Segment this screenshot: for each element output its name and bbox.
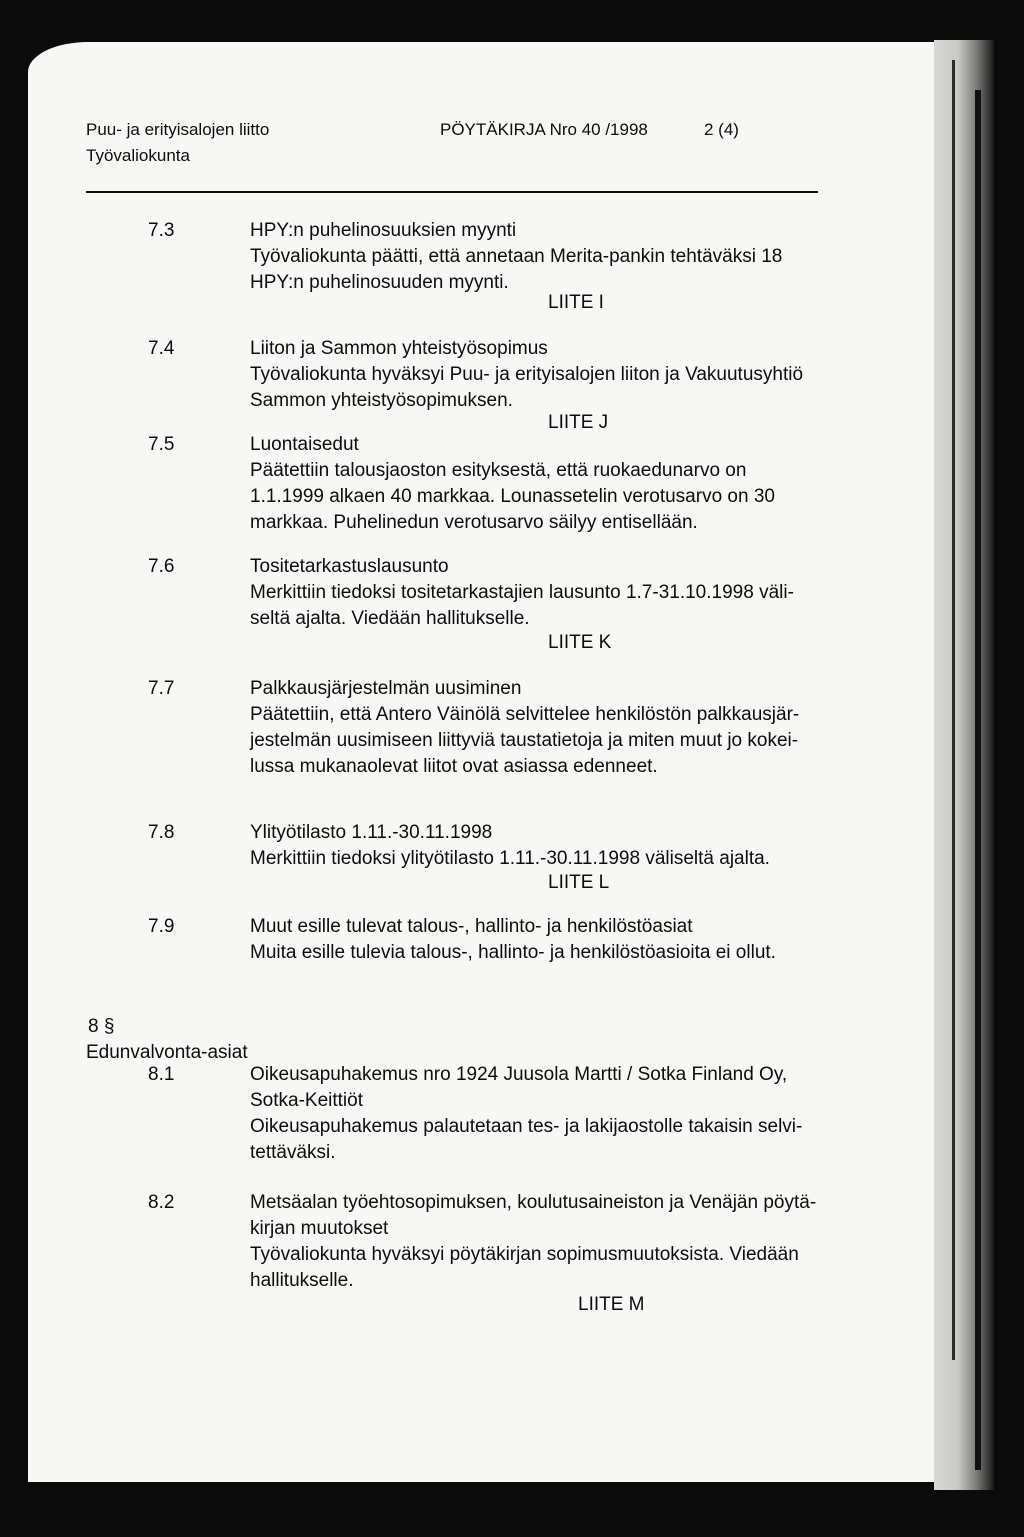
header-page-number: 2 (4) <box>704 120 739 139</box>
item-line: markkaa. Puhelinedun verotusarvo säilyy entisellään. <box>250 512 698 533</box>
edge-stripe <box>975 90 981 1470</box>
header-org: Puu- ja erityisalojen liitto <box>86 120 270 139</box>
item-title: Luontaisedut <box>250 434 359 455</box>
item-title: Sotka-Keittiöt <box>250 1090 363 1111</box>
item-number: 7.6 <box>148 556 175 577</box>
attachment-label: LIITE L <box>548 872 610 893</box>
item-line: seltä ajalta. Viedään hallitukselle. <box>250 608 530 629</box>
item-line: Työvaliokunta hyväksyi pöytäkirjan sopimusmuutoksista. Viedään <box>250 1244 799 1265</box>
attachment-label: LIITE I <box>548 292 604 313</box>
item-title: HPY:n puhelinosuuksien myynti <box>250 220 517 241</box>
item-line: Päätettiin, että Antero Väinölä selvittelee henkilöstön palkkausjär- <box>250 704 800 725</box>
item-line: hallitukselle. <box>250 1270 354 1291</box>
item-title: Metsäalan työehtosopimuksen, koulutusaineiston ja Venäjän pöytä- <box>250 1192 817 1213</box>
item-title: Oikeusapuhakemus nro 1924 Juusola Martti / Sotka Finland Oy, <box>250 1064 788 1085</box>
item-line: jestelmän uusimiseen liittyviä taustatietoja ja miten muut jo kokei- <box>250 730 799 751</box>
attachment-label: LIITE J <box>548 412 609 433</box>
item-title: Muut esille tulevat talous-, hallinto- ja henkilöstöasiat <box>250 916 693 937</box>
item-line: lussa mukanaolevat liitot ovat asiassa edenneet. <box>250 756 658 777</box>
item-number: 7.8 <box>148 822 175 843</box>
item-number: 7.7 <box>148 678 175 699</box>
header-unit: Työvaliokunta <box>86 146 190 165</box>
item-line: Päätettiin talousjaoston esityksestä, että ruokaedunarvo on <box>250 460 747 481</box>
item-number: 8.2 <box>148 1192 175 1213</box>
item-line: Työvaliokunta päätti, että annetaan Merita-pankin tehtäväksi 18 <box>250 246 783 267</box>
item-line: Merkittiin tiedoksi ylityötilasto 1.11.-30.11.1998 väliseltä ajalta. <box>250 848 770 869</box>
attachment-label: LIITE K <box>548 632 612 653</box>
item-title: Palkkausjärjestelmän uusiminen <box>250 678 522 699</box>
item-title: Liiton ja Sammon yhteistyösopimus <box>250 338 548 359</box>
item-line: Sammon yhteistyösopimuksen. <box>250 390 513 411</box>
section-title: Edunvalvonta-asiat <box>86 1042 248 1063</box>
page-edge-shadow <box>934 40 994 1490</box>
item-line: tettäväksi. <box>250 1142 336 1163</box>
item-line: Merkittiin tiedoksi tositetarkastajien lausunto 1.7-31.10.1998 väli- <box>250 582 794 603</box>
item-line: 1.1.1999 alkaen 40 markkaa. Lounassetelin verotusarvo on 30 <box>250 486 775 507</box>
header-rule <box>86 191 818 193</box>
item-number: 7.4 <box>148 338 175 359</box>
item-title: Ylityötilasto 1.11.-30.11.1998 <box>250 822 493 843</box>
section-mark: 8 § <box>88 1016 115 1037</box>
item-title: kirjan muutokset <box>250 1218 389 1239</box>
item-number: 7.5 <box>148 434 175 455</box>
item-number: 7.3 <box>148 220 175 241</box>
item-line: Muita esille tulevia talous-, hallinto- ja henkilöstöasioita ei ollut. <box>250 942 776 963</box>
item-line: Oikeusapuhakemus palautetaan tes- ja lakijaostolle takaisin selvi- <box>250 1116 803 1137</box>
item-title: Tositetarkastuslausunto <box>250 556 449 577</box>
item-line: HPY:n puhelinosuuden myynti. <box>250 272 509 293</box>
item-number: 7.9 <box>148 916 175 937</box>
header-doc-number: PÖYTÄKIRJA Nro 40 /1998 <box>440 120 648 139</box>
attachment-label: LIITE M <box>578 1294 645 1315</box>
item-line: Työvaliokunta hyväksyi Puu- ja erityisalojen liiton ja Vakuutusyhtiö <box>250 364 804 385</box>
edge-stripe <box>952 60 955 1360</box>
item-number: 8.1 <box>148 1064 175 1085</box>
